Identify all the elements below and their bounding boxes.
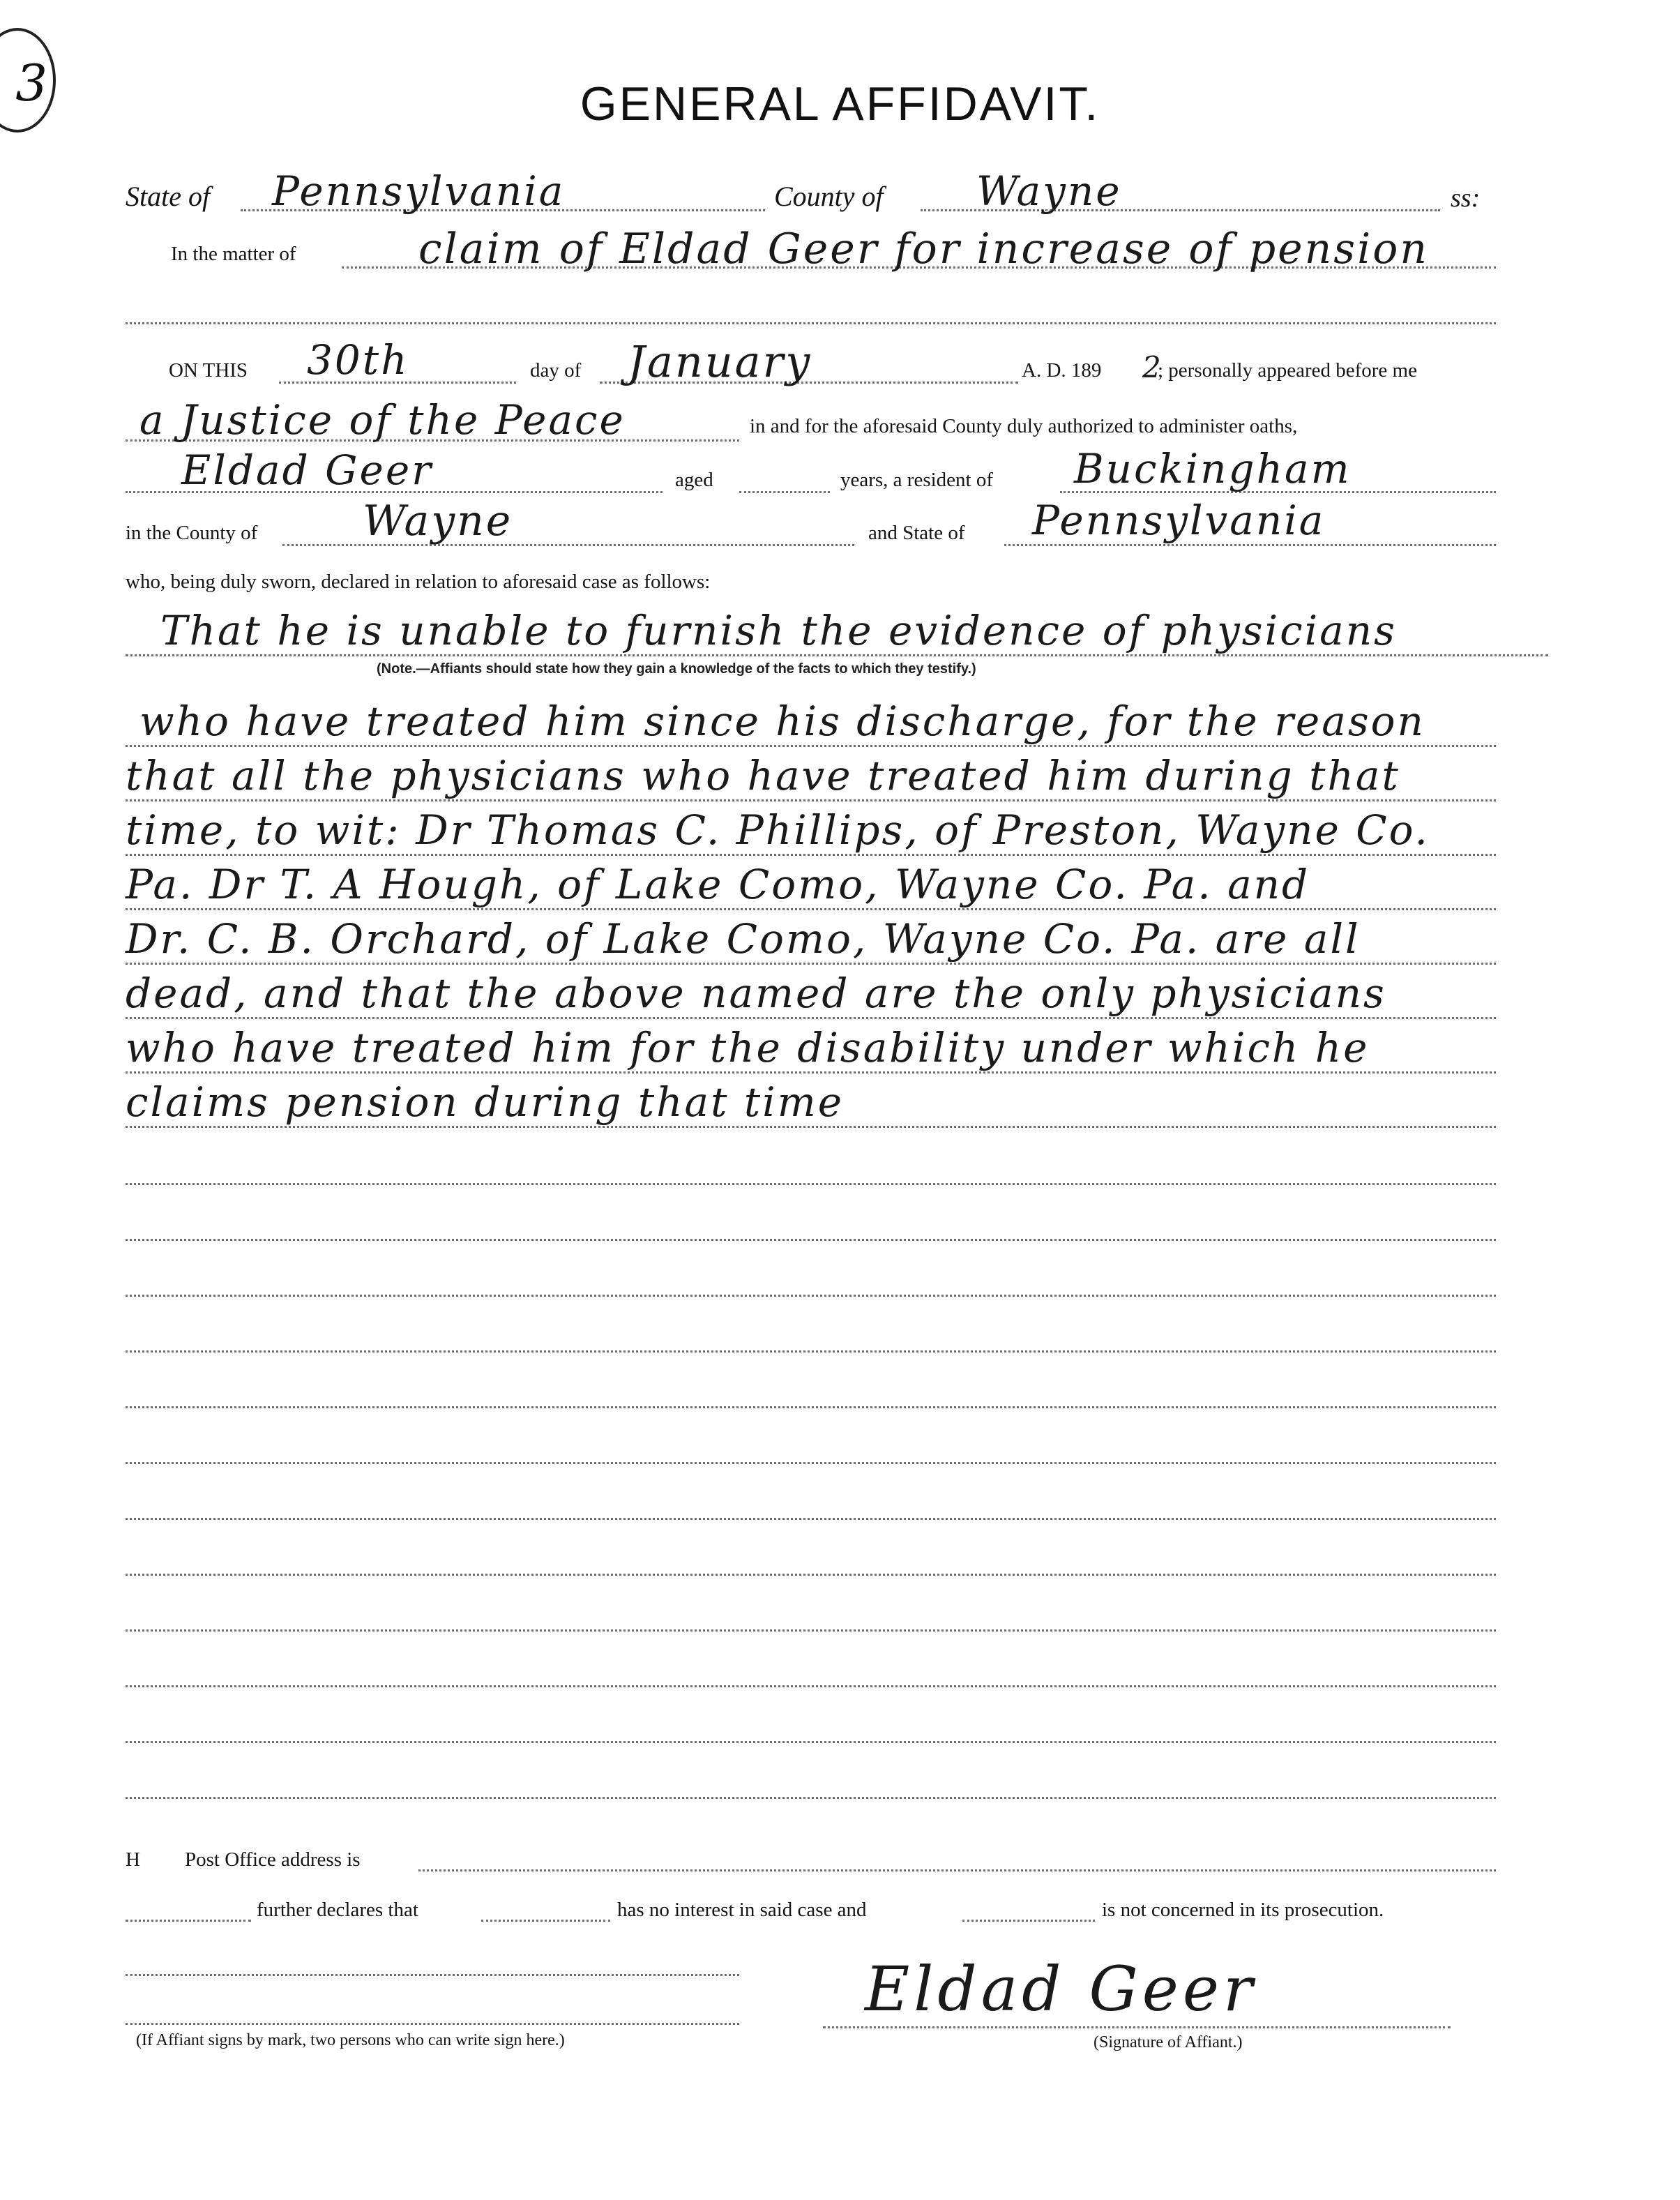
sworn-label: who, being duly sworn, declared in relation to aforesaid case as follows: (126, 571, 711, 593)
blank-rule (126, 1797, 1496, 1799)
instruction-note: (Note.—Affiants should state how they gain a knowledge of the facts to which they testify.) (377, 661, 976, 677)
day-of-label: day of (530, 359, 582, 382)
blank-rule (126, 1685, 1496, 1687)
day-value: 30th (307, 336, 409, 384)
age-field-line (739, 491, 830, 493)
h-label: H (126, 1848, 140, 1871)
post-office-field-line (418, 1869, 1496, 1871)
affiant-name-value: Eldad Geer (181, 446, 433, 494)
resident-label: years, a resident of (840, 469, 994, 491)
further-declares-field-line (481, 1920, 610, 1922)
statement-rule-4 (126, 854, 1496, 856)
matter-label: In the matter of (171, 243, 296, 265)
affiant-county-label: in the County of (126, 522, 258, 544)
statement-rule-5 (126, 908, 1496, 910)
ad-label: A. D. 189 (1022, 359, 1102, 382)
affiant-signature: Eldad Geer (865, 1953, 1257, 2025)
affiant-state-value: Pennsylvania (1032, 497, 1326, 544)
post-office-label: Post Office address is (185, 1848, 361, 1871)
affiant-state-label: and State of (868, 522, 965, 544)
month-value: January (628, 336, 812, 387)
mark-note: (If Affiant signs by mark, two persons who can write sign here.) (136, 2031, 565, 2049)
year-digit-value: 2 (1142, 350, 1163, 384)
blank-rule (126, 1239, 1496, 1241)
state-label: State of (126, 181, 211, 212)
blank-rule (126, 1629, 1496, 1632)
statement-rule-7 (126, 1017, 1496, 1019)
officer-label: in and for the aforesaid County duly authorized to administer oaths, (750, 415, 1298, 437)
no-interest-field-line (962, 1920, 1095, 1922)
statement-rule-2 (126, 745, 1496, 747)
blank-rule (126, 1350, 1496, 1353)
declarant-field-line (126, 1920, 251, 1922)
ss-label: ss: (1451, 183, 1481, 213)
blank-rule (126, 1574, 1496, 1576)
residence-value: Buckingham (1074, 445, 1352, 492)
statement-rule-6 (126, 963, 1496, 965)
statement-line: claims pension during that time (126, 1078, 845, 1126)
matter-value: claim of Eldad Geer for increase of pension (418, 225, 1430, 273)
blank-rule (126, 1518, 1496, 1520)
signature-label: (Signature of Affiant.) (1093, 2033, 1243, 2051)
aged-label: aged (675, 469, 713, 491)
appeared-label: ; personally appeared before me (1158, 359, 1417, 382)
affiant-state-field-line (1004, 544, 1496, 546)
statement-line: that all the physicians who have treated him during that (126, 752, 1400, 799)
on-this-label: ON THIS (169, 359, 248, 382)
witness-line-2 (126, 2023, 739, 2025)
blank-rule (126, 1183, 1496, 1185)
statement-line: Pa. Dr T. A Hough, of Lake Como, Wayne Co. Pa. and (126, 861, 1310, 908)
signature-line (823, 2026, 1451, 2028)
matter-field-line-2 (126, 322, 1496, 324)
statement-line: time, to wit: Dr Thomas C. Phillips, of Preston, Wayne Co. (126, 806, 1430, 854)
document-title: GENERAL AFFIDAVIT. (580, 77, 1100, 130)
statement-line: who have treated him for the disability under which he (126, 1024, 1370, 1071)
statement-line: dead, and that the above named are the only physicians (126, 970, 1386, 1017)
county-value: Wayne (976, 167, 1122, 215)
page-number-mark: 3 (0, 28, 56, 133)
blank-rule (126, 1741, 1496, 1743)
not-concerned-label: is not concerned in its prosecution. (1102, 1899, 1384, 1921)
affiant-county-value: Wayne (363, 497, 513, 545)
blank-rule (126, 1295, 1496, 1297)
statement-line: Dr. C. B. Orchard, of Lake Como, Wayne Co. Pa. are all (126, 915, 1361, 963)
blank-rule (126, 1406, 1496, 1408)
officer-value: a Justice of the Peace (139, 396, 626, 444)
statement-rule-1 (126, 654, 1548, 656)
statement-rule-3 (126, 799, 1496, 801)
witness-line-1 (126, 1974, 739, 1976)
blank-rule (126, 1462, 1496, 1464)
statement-rule-8 (126, 1071, 1496, 1073)
further-declares-label: further declares that (257, 1899, 418, 1921)
county-label: County of (774, 181, 884, 212)
statement-line: That he is unable to furnish the evidence of physicians (160, 607, 1397, 654)
no-interest-label: has no interest in said case and (617, 1899, 867, 1921)
statement-rule-9 (126, 1126, 1496, 1128)
state-value: Pennsylvania (272, 167, 566, 215)
statement-line: who have treated him since his discharge, for the reason (139, 698, 1425, 745)
